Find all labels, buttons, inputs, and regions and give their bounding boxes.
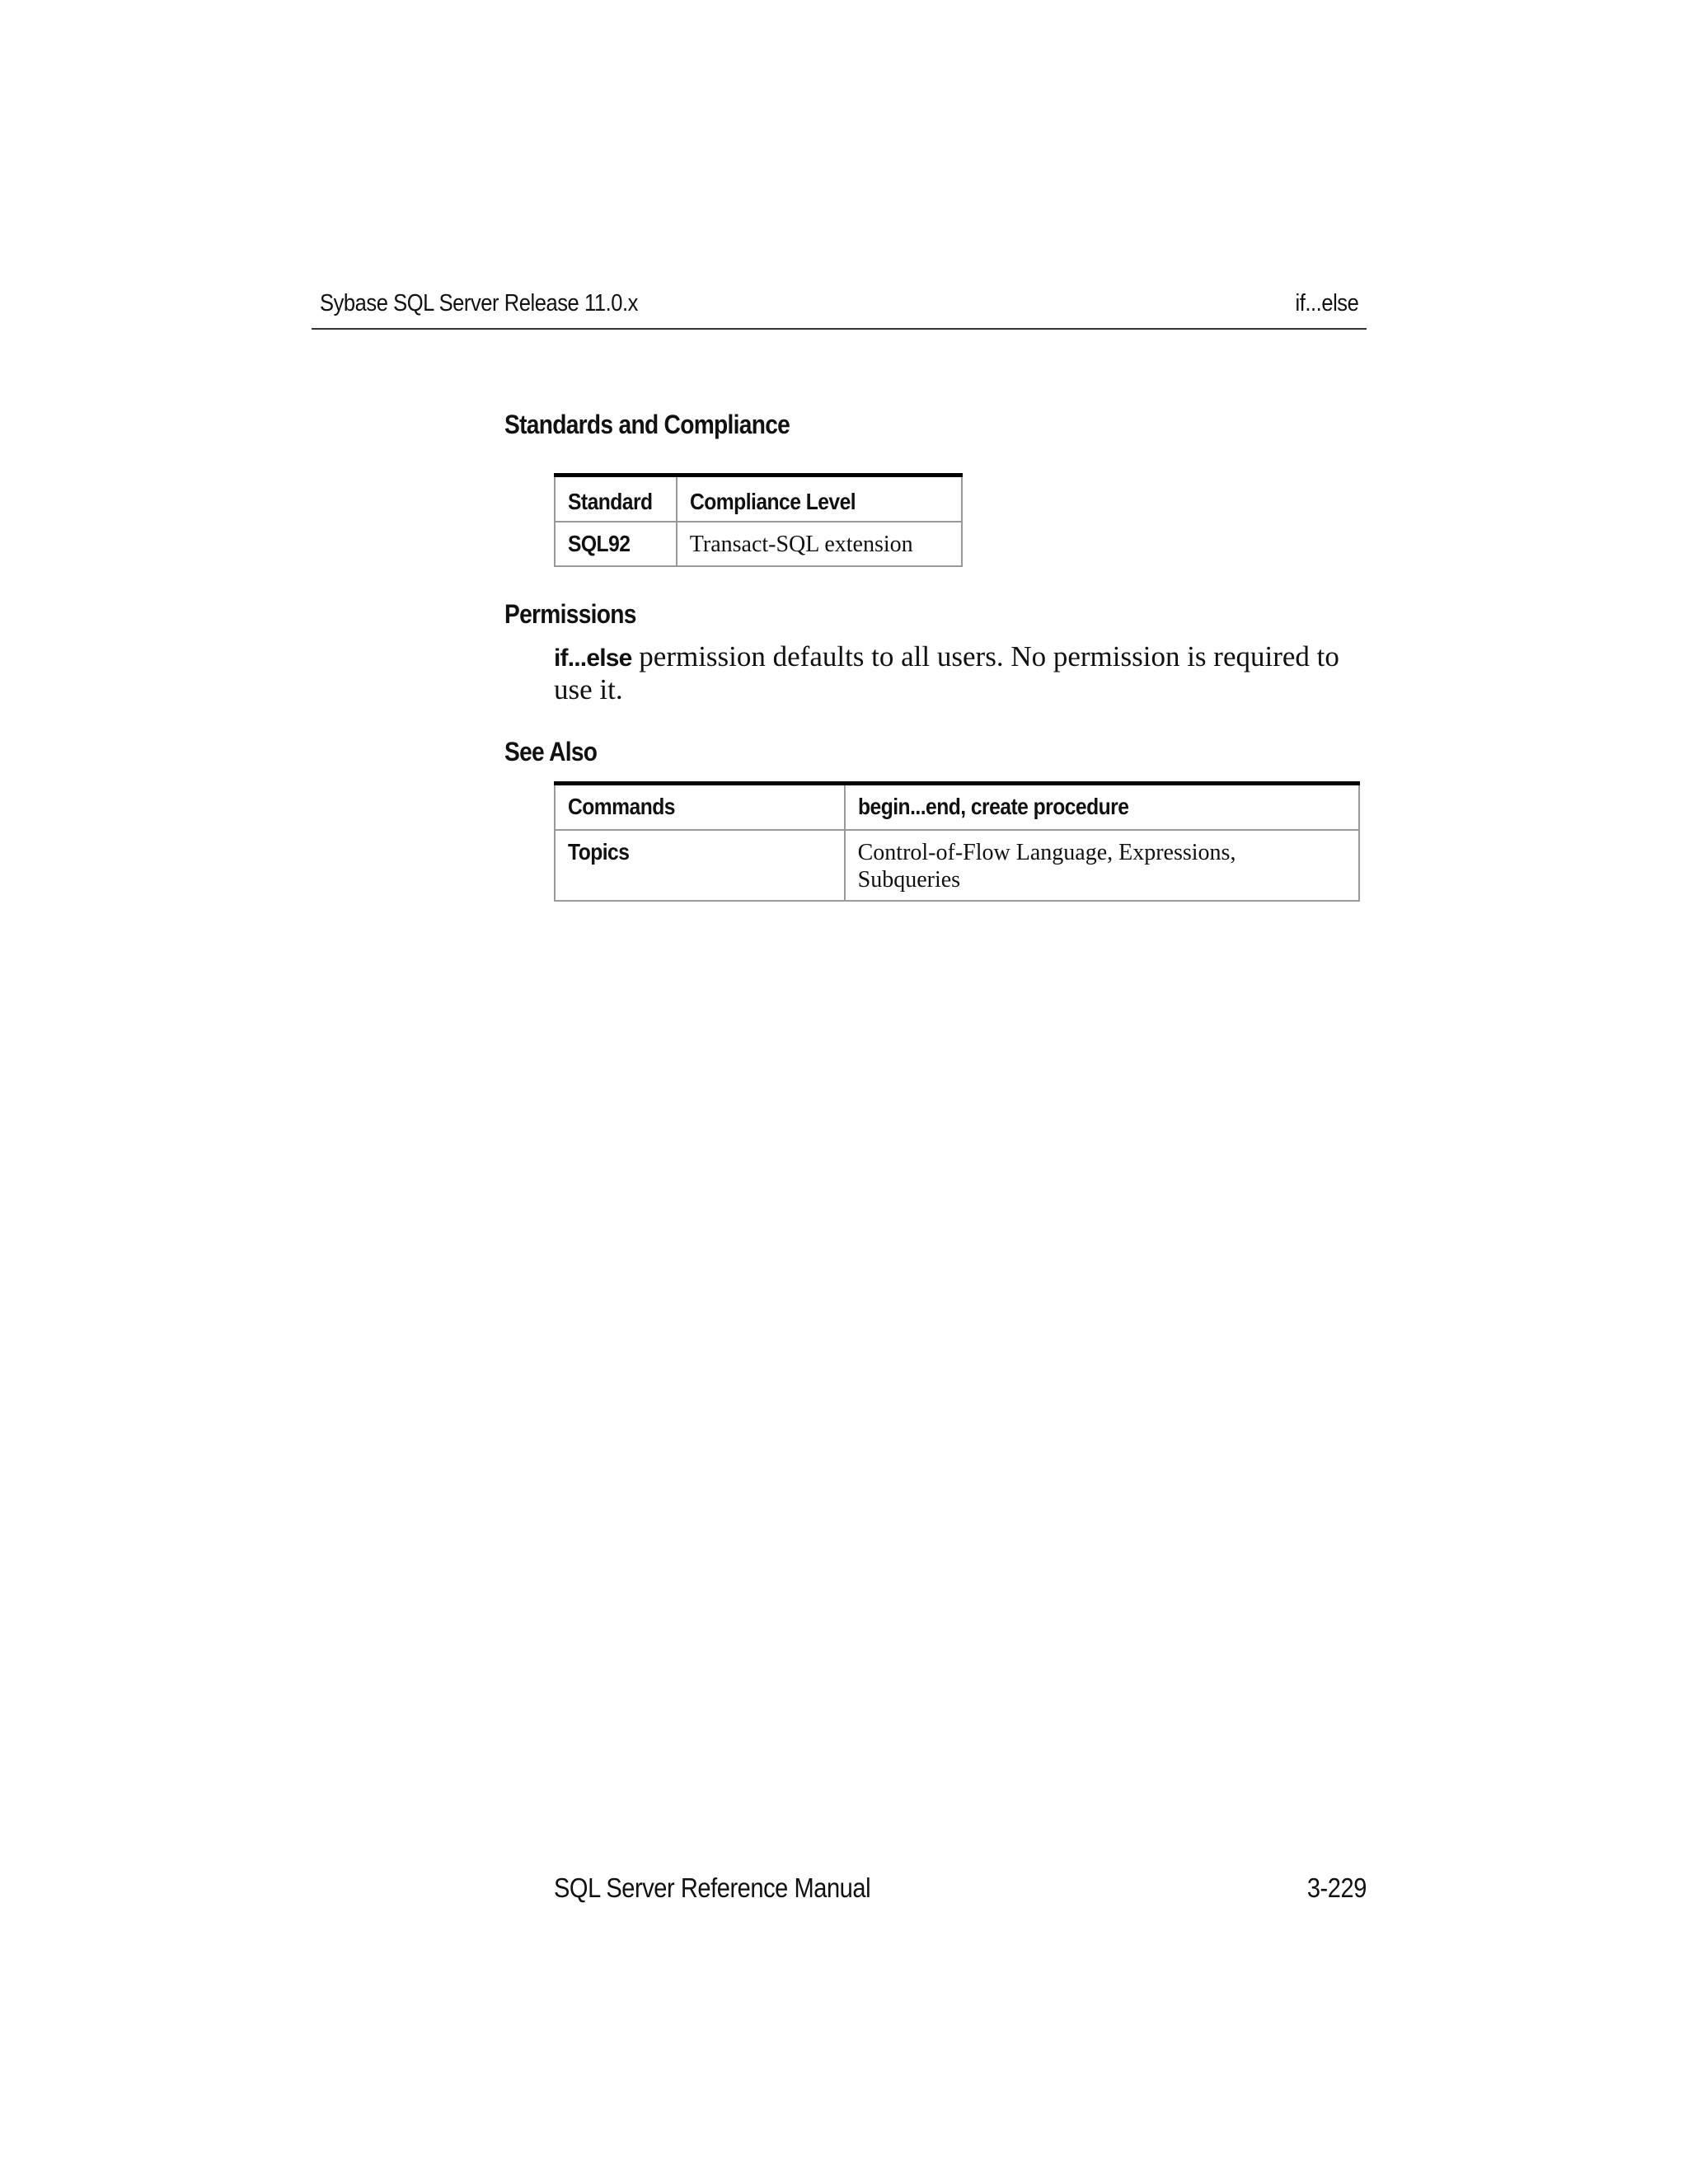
table-row — [555, 830, 1359, 901]
running-header — [312, 290, 1367, 330]
table-row — [555, 784, 1359, 830]
command-name: if...else — [554, 644, 632, 672]
permissions-body: permission defaults to all users. No permission is required to use it. — [554, 640, 1339, 705]
header-manual-release: Sybase SQL Server Release 11.0.x — [320, 290, 638, 316]
header-topic: if...else — [1295, 290, 1358, 316]
table-row — [555, 522, 962, 566]
column-header-standard: Standard — [555, 476, 677, 522]
cell-value-commands: begin...end, create procedure — [845, 784, 1359, 830]
cell-value-topics: Control-of-Flow Language, Expressions, Subqueries — [845, 830, 1359, 901]
standards-table — [554, 473, 963, 567]
cell-compliance-level: Transact-SQL extension — [677, 522, 962, 566]
standards-heading: Standards and Compliance — [504, 410, 790, 439]
cell-label-commands: Commands — [555, 784, 845, 830]
cell-label-topics: Topics — [555, 830, 845, 901]
permissions-paragraph — [554, 641, 1370, 705]
column-header-compliance-level: Compliance Level — [677, 476, 962, 522]
cell-standard: SQL92 — [555, 522, 677, 566]
see-also-table — [554, 781, 1360, 902]
see-also-heading: See Also — [504, 737, 598, 766]
page-number: 3-229 — [1306, 1872, 1367, 1903]
permissions-heading: Permissions — [504, 599, 636, 629]
table-header-row — [555, 476, 962, 522]
footer-manual-title: SQL Server Reference Manual — [554, 1872, 871, 1903]
